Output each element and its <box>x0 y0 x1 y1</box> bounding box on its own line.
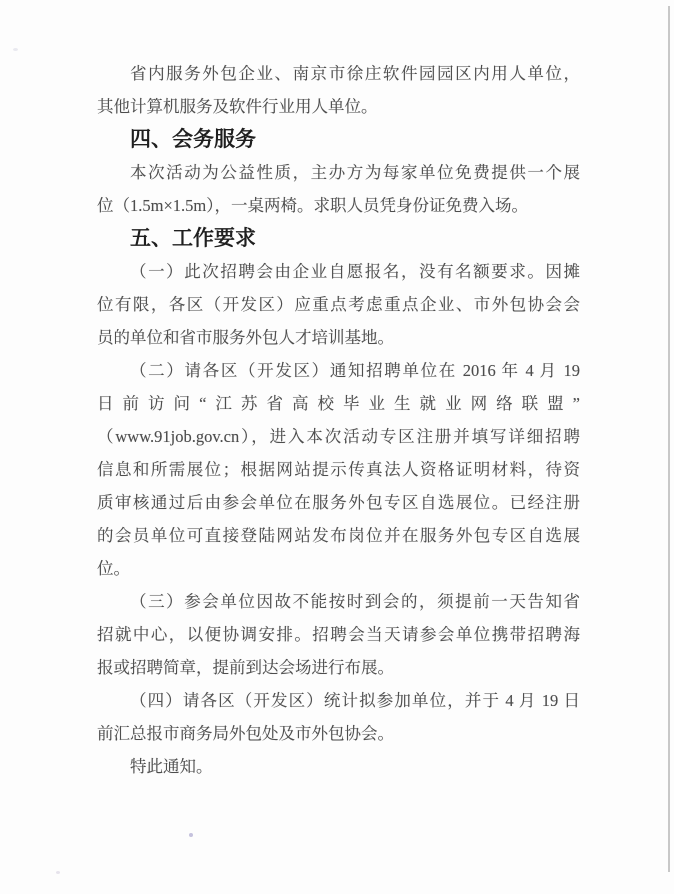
doc-line: （一）此次招聘会由企业自愿报名，没有名额要求。因摊 <box>130 262 580 281</box>
doc-line: （www.91job.gov.cn），进入本次活动专区注册并填写详细招聘 <box>97 427 580 446</box>
scan-speck <box>56 871 60 874</box>
scan-speck <box>189 833 193 837</box>
section-heading: 五、工作要求 <box>130 227 256 250</box>
doc-line: 信息和所需展位；根据网站提示传真法人资格证明材料，待资 <box>97 460 580 479</box>
doc-line: （二）请各区（开发区）通知招聘单位在 2016 年 4 月 19 <box>130 361 580 380</box>
scan-speck <box>13 48 18 51</box>
doc-line: 报或招聘简章，提前到达会场进行布展。 <box>97 658 394 677</box>
doc-line: 其他计算机服务及软件行业用人单位。 <box>97 97 378 116</box>
doc-line: 本次活动为公益性质，主办方为每家单位免费提供一个展 <box>130 163 580 182</box>
doc-line: 位（1.5m×1.5m），一桌两椅。求职人员凭身份证免费入场。 <box>97 196 528 215</box>
doc-line: 日前访问“江苏省高校毕业生就业网络联盟” <box>97 394 580 413</box>
doc-line: 特此通知。 <box>130 757 213 776</box>
scanner-edge-line <box>668 6 670 872</box>
doc-line: 位有限，各区（开发区）应重点考虑重点企业、市外包协会会 <box>97 295 580 314</box>
doc-line: （三）参会单位因故不能按时到会的，须提前一天告知省 <box>130 592 580 611</box>
doc-line: 省内服务外包企业、南京市徐庄软件园园区内用人单位， <box>130 64 580 83</box>
doc-line: 质审核通过后由参会单位在服务外包专区自选展位。已经注册 <box>97 493 580 512</box>
notice-body <box>97 57 580 783</box>
doc-line: 员的单位和省市服务外包人才培训基地。 <box>97 328 394 347</box>
section-heading: 四、会务服务 <box>130 128 256 151</box>
doc-line: 招就中心，以便协调安排。招聘会当天请参会单位携带招聘海 <box>97 625 580 644</box>
doc-line: 前汇总报市商务局外包处及市外包协会。 <box>97 724 394 743</box>
doc-line: （四）请各区（开发区）统计拟参加单位，并于 4 月 19 日 <box>130 691 580 710</box>
doc-line: 的会员单位可直接登陆网站发布岗位并在服务外包专区自选展 <box>97 526 580 545</box>
doc-line: 位。 <box>97 559 130 578</box>
